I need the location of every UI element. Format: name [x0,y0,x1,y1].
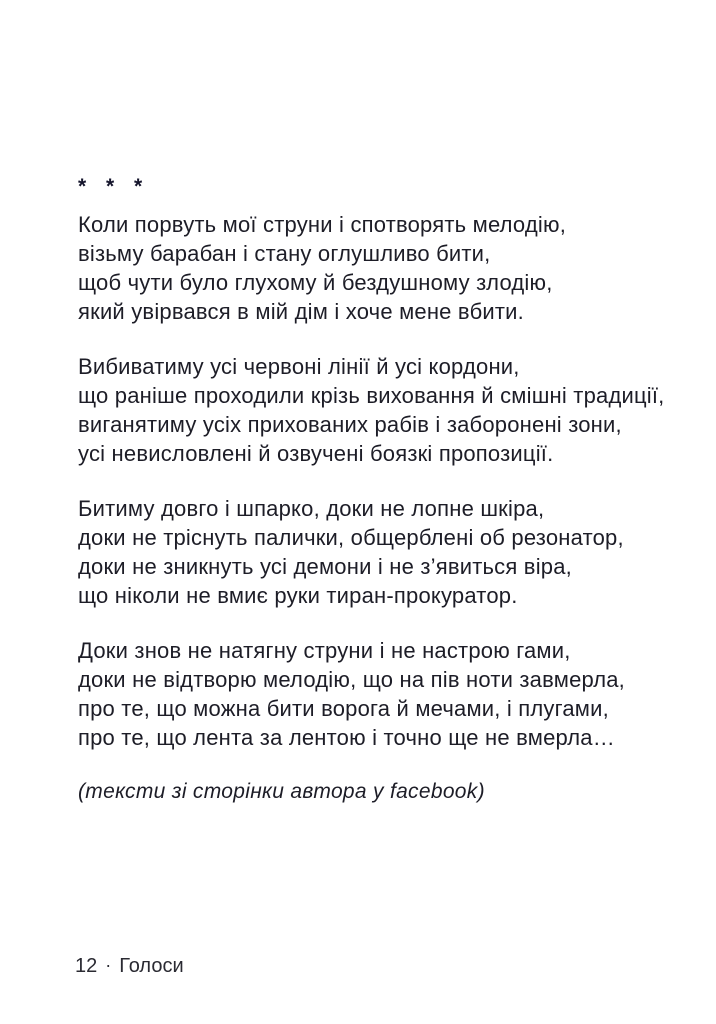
poem-line: який увірвався в мій дім і хоче мене вбити. [78,299,524,324]
poem-line: доки не тріснуть палички, общерблені об резонатор, [78,525,624,550]
footer-separator-dot: · [105,955,112,975]
poem-content [78,176,686,806]
poem-line: Коли порвуть мої струни і спотворять мелодію, [78,212,567,237]
poem-section-marker: * * * [78,175,150,198]
poem-stanza-4 [78,636,686,752]
poem-attribution: (тексти зі сторінки автора у facebook) [78,780,485,803]
poem-stanza-3 [78,494,686,610]
poem-line: візьму барабан і стану оглушливо бити, [78,241,491,266]
poem-stanza-1 [78,210,686,326]
poem-line: що ніколи не вмиє руки тиран-прокуратор. [78,583,518,608]
poem-stanza-2 [78,352,686,468]
poem-line: про те, що можна бити ворога й мечами, і плугами, [78,696,609,721]
poem-line: виганятиму усіх прихованих рабів і заборонені зони, [78,412,622,437]
poem-line: Вибиватиму усі червоні лінії й усі кордони, [78,354,520,379]
page-number: 12 [75,955,98,977]
poem-line: усі невисловлені й озвучені боязкі пропозиції. [78,441,554,466]
poem-line: щоб чути було глухому й бездушному злодію, [78,270,553,295]
book-title: Голоси [119,955,184,977]
poem-line: про те, що лента за лентою і точно ще не вмерла… [78,725,615,750]
poem-line: Доки знов не натягну струни і не настрою гами, [78,638,571,663]
poem-line: що раніше проходили крізь виховання й смішні традиції, [78,383,665,408]
page-footer [75,952,184,980]
poem-line: доки не відтворю мелодію, що на пів ноти завмерла, [78,667,625,692]
poem-line: Битиму довго і шпарко, доки не лопне шкіра, [78,496,545,521]
poem-line: доки не зникнуть усі демони і не з’явиться віра, [78,554,572,579]
